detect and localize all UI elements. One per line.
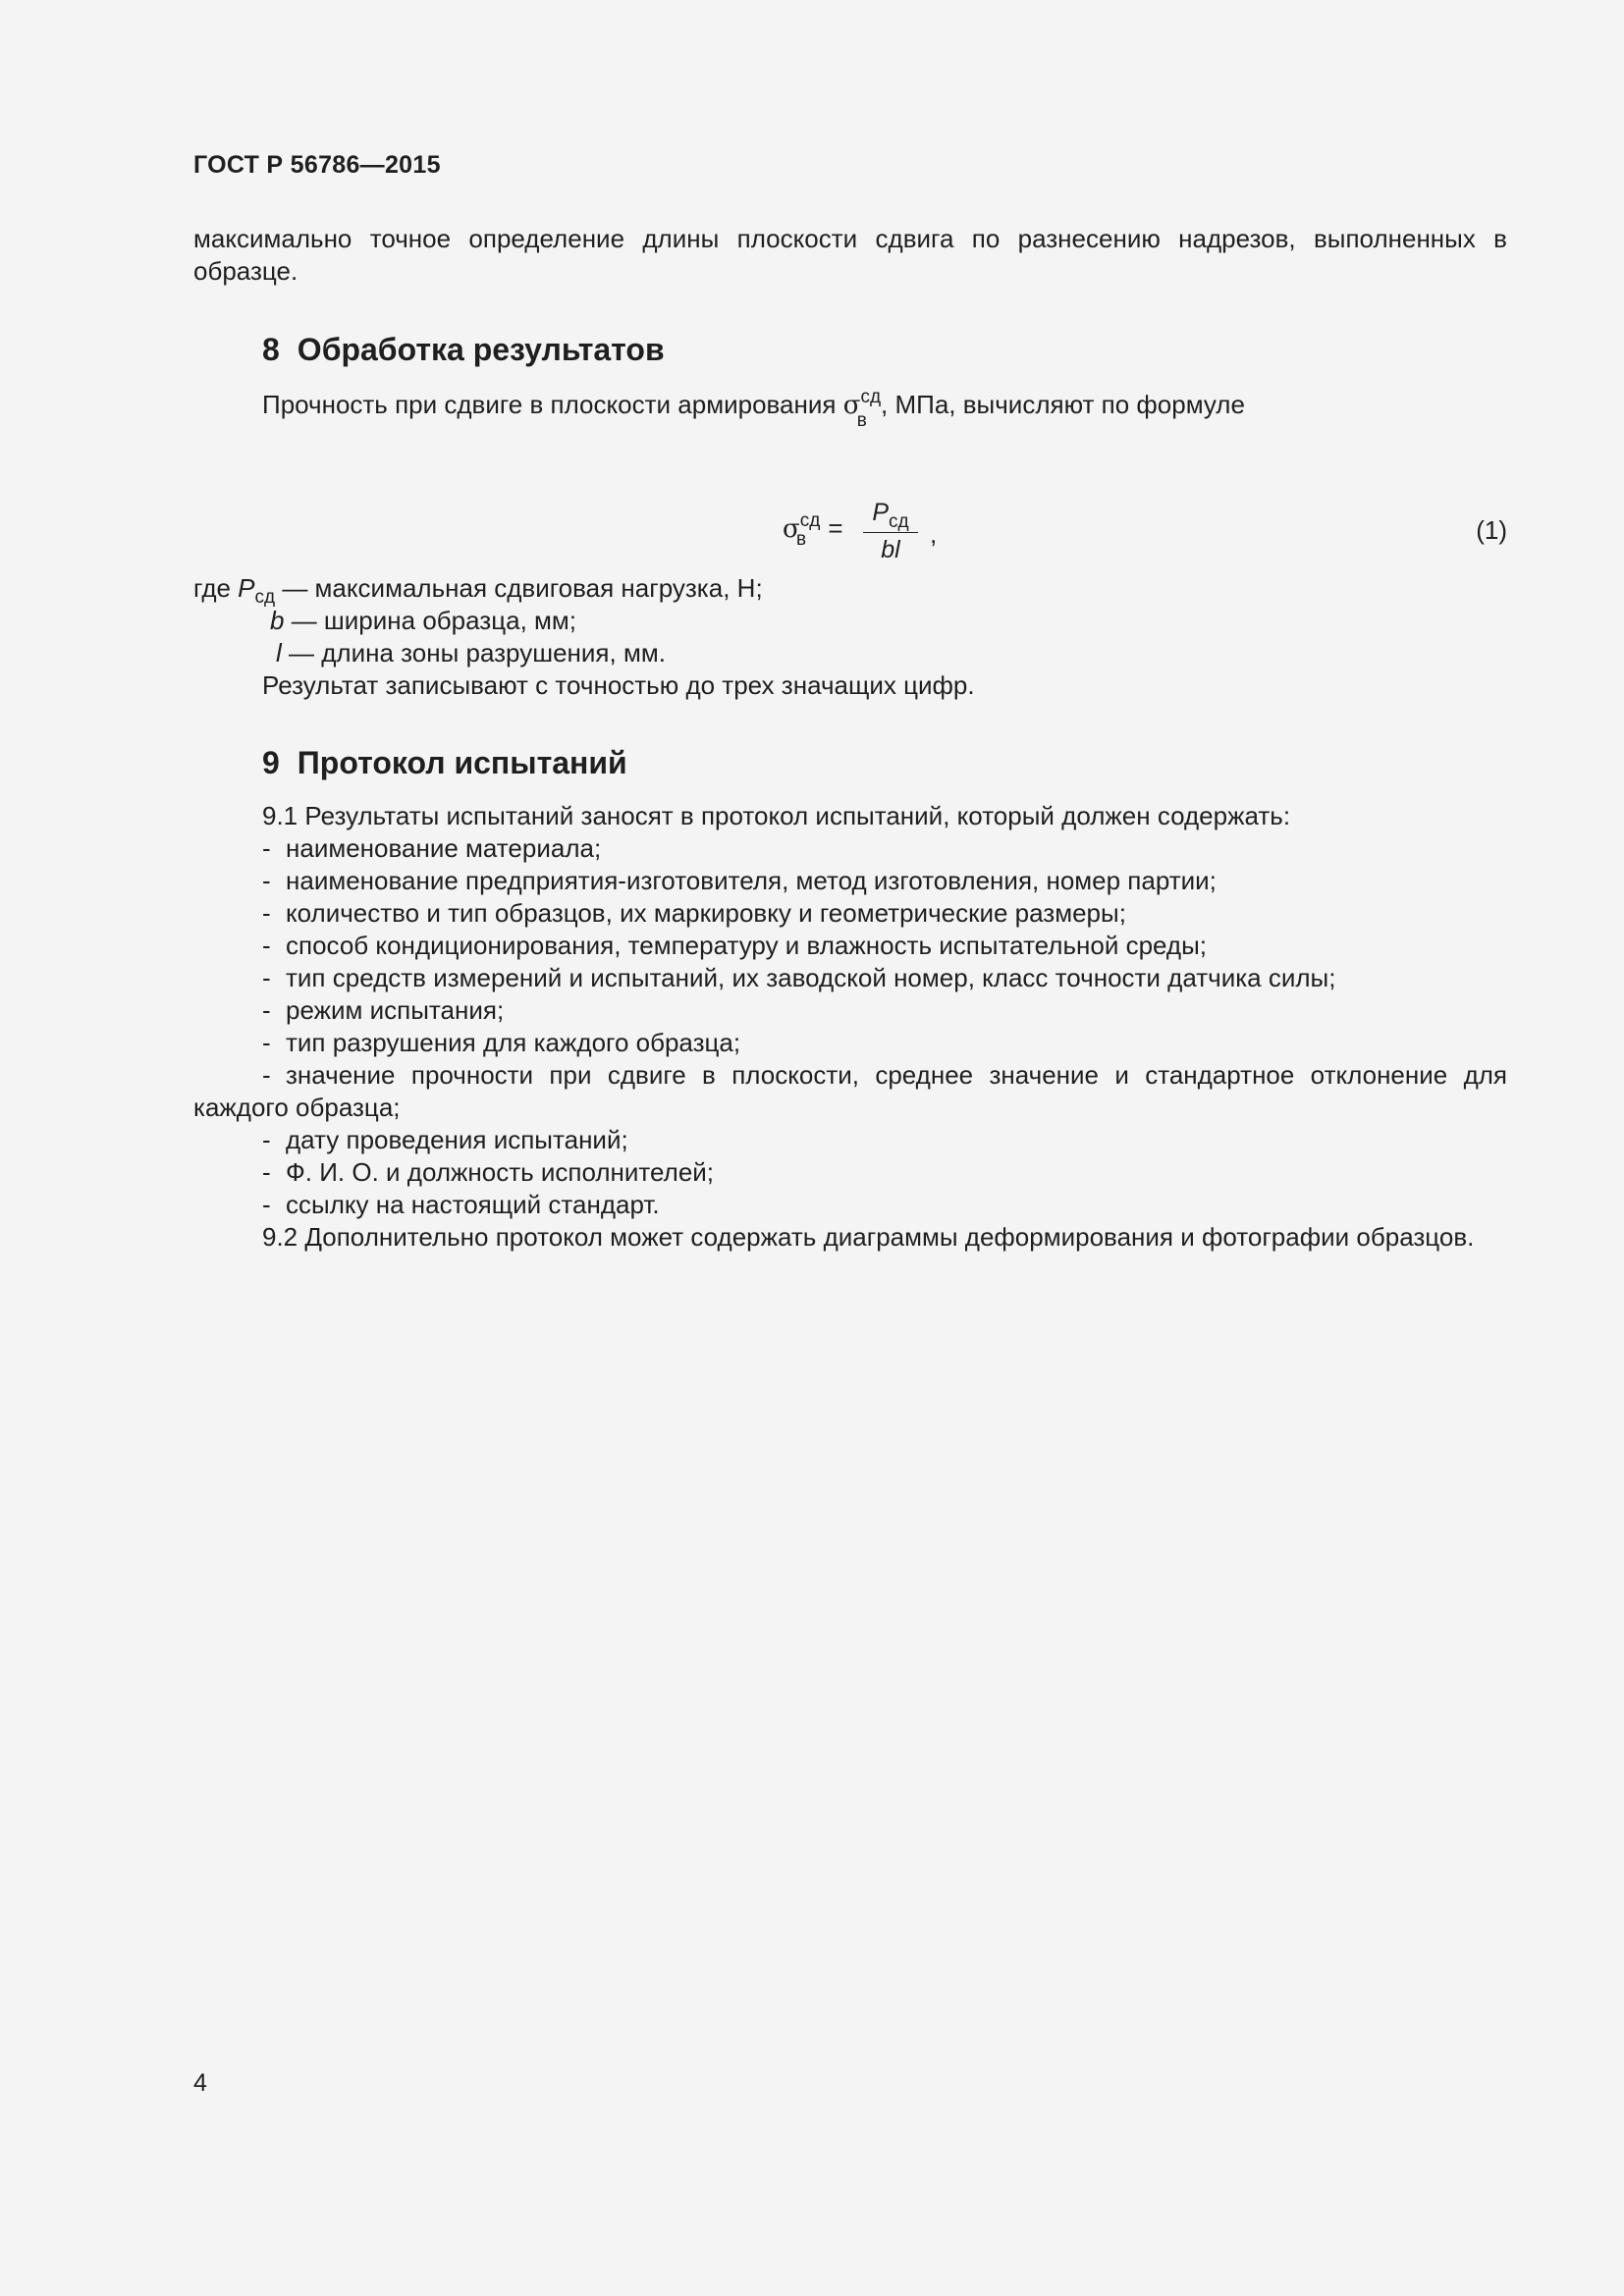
list-item: - количество и тип образцов, их маркировку и геометрические размеры;: [262, 898, 1126, 928]
document-code: ГОСТ Р 56786—2015: [193, 151, 441, 179]
result-note: Результат записывают с точностью до трех значащих цифр.: [262, 670, 975, 700]
legend-item-b: b — ширина образца, мм;: [270, 606, 576, 635]
paragraph-9-2: 9.2 Дополнительно протокол может содержать диаграммы деформирования и фотографии образцов.: [262, 1222, 1475, 1252]
legend-item-l: l — длина зоны разрушения, мм.: [276, 638, 666, 667]
section-9: [193, 743, 1507, 1254]
list-item: - Ф. И. О. и должность исполнителей;: [262, 1157, 715, 1187]
legend-item-p: где $P_{сд}$ — максимальная сдвиговая нагрузка, Н;: [193, 573, 763, 609]
page-number: 4: [193, 2069, 207, 2097]
section-9-heading: 9 Протокол испытаний: [262, 745, 627, 780]
formula-number: (1): [1476, 515, 1507, 545]
list-item: - тип средств измерений и испытаний, их заводской номер, класс точности датчика силы;: [262, 963, 1336, 992]
section-8: [193, 330, 1507, 431]
formula-legend: [193, 572, 1507, 702]
list-item: - дату проведения испытаний;: [262, 1125, 628, 1154]
list-item: - ссылку на настоящий стандарт.: [262, 1190, 660, 1219]
sigma-symbol: $\sigma^{сд}$ в: [842, 387, 882, 431]
formula-denominator: bl: [881, 536, 900, 563]
formula-1: [193, 496, 1507, 574]
formula-fraction: [866, 496, 915, 566]
list-item: - наименование предприятия-изготовителя, метод изготовления, номер партии;: [262, 866, 1217, 895]
list-item: - способ кондиционирования, температуру и влажность испытательной среды;: [262, 931, 1207, 960]
intro-paragraph: максимально точное определение длины плоскости сдвига по разнесению надрезов, выполненных в образце.: [193, 224, 1507, 286]
paragraph-9-1: 9.1 Результаты испытаний заносят в протокол испытаний, который должен содержать:: [262, 801, 1291, 830]
list-item: - значение прочности при сдвиге в плоскости, среднее значение и стандартное отклонение для каждого образца;: [193, 1060, 1507, 1122]
list-item: - наименование материала;: [262, 833, 602, 863]
formula-lhs: $\sigma^{сд}$ в =: [783, 510, 843, 550]
section-8-lead: Прочность при сдвиге в плоскости армирования $\sigma^{сд}$ в , МПа, вычисляют по формуле: [262, 387, 1245, 431]
formula-numerator: $P_{сд}$: [872, 499, 909, 532]
list-item: - режим испытания;: [262, 995, 505, 1025]
list-item: - тип разрушения для каждого образца;: [262, 1028, 741, 1057]
formula-comma: ,: [930, 519, 938, 549]
section-8-heading: 8 Обработка результатов: [262, 332, 665, 367]
